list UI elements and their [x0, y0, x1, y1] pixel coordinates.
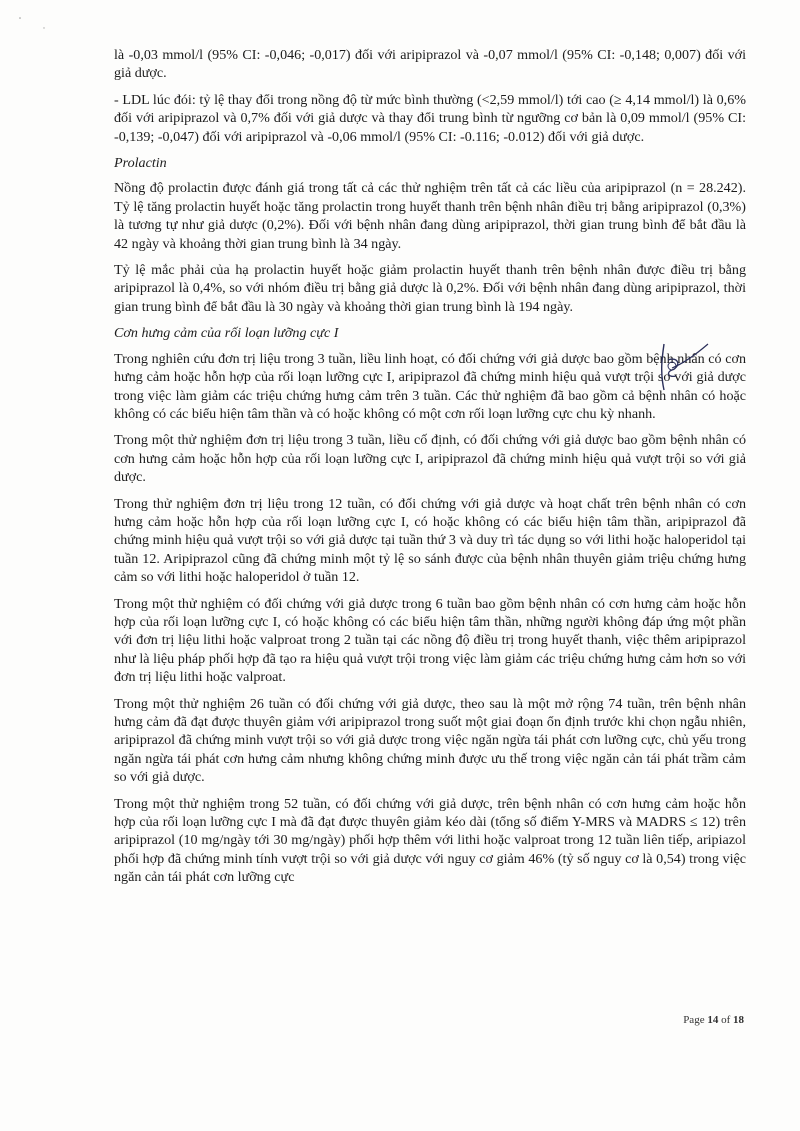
footer-of-label: of [721, 1014, 731, 1026]
footer-page-label: Page [683, 1014, 705, 1026]
body-paragraph: Tỷ lệ mắc phải của hạ prolactin huyết hoặc giảm prolactin huyết thanh trên bệnh nhân được điều trị bằng aripiprazol là 0,4%, so với nhóm điều trị bằng giả dược là 0,2%. Đối với bệnh nhân đang dùng aripiprazol, thời gian trung bình để bắt đầu là 30 ngày và khoảng thời gian trung bình là 194 ngày. [114, 262, 746, 315]
body-paragraph: - LDL lúc đói: tỷ lệ thay đổi trong nồng độ từ mức bình thường (<2,59 mmol/l) tới cao (≥ 4,14 mmol/l) là 0,6% đối với aripiprazol và 0,7% đối với giả dược và thay đổi trung bình từ ngưỡng cơ bản là 0,09 mmol/l (95% CI: -0,139; -0,047) đối với aripiprazol và -0,06 mmol/l (95% CI: -0.116; -0.012) đối với giả dược. [114, 91, 746, 145]
body-paragraph: Trong thử nghiệm đơn trị liệu trong 12 tuần, có đối chứng với giả dược và hoạt chất trên bệnh nhân có cơn hưng cảm hoặc hỗn hợp của rối loạn lưỡng cực I, có hoặc không có các biểu hiện tâm thần, aripiprazol đã chứng minh hiệu quả vượt trội so với giả dược tại tuần thứ 3 và duy trì tác dụng so với lithi hoặc haloperidol tại tuần 12. Aripiprazol cũng đã chứng minh một tỷ lệ so sánh được của bệnh nhân thuyên giảm triệu chứng hưng cảm so với lithi hoặc haloperidol ở tuần 12. [114, 495, 746, 586]
body-paragraph: là -0,03 mmol/l (95% CI: -0,046; -0,017) đối với aripiprazol và -0,07 mmol/l (95% CI: -0,148; 0,007) đối với giả dược. [114, 47, 746, 82]
body-paragraph: Trong một thử nghiệm đơn trị liệu trong 3 tuần, liều cố định, có đối chứng với giả dược bao gồm bệnh nhân có cơn hưng cảm hoặc hỗn hợp của rối loạn lưỡng cực I, aripiprazol đã chứng minh hiệu quả vượt trội so với giả dược. [114, 432, 746, 486]
page-footer [683, 1014, 744, 1026]
body-paragraph: Trong một thử nghiệm có đối chứng với giả dược trong 6 tuần bao gồm bệnh nhân có cơn hưng cảm hoặc hỗn hợp của rối loạn lưỡng cực I, có hoặc không có các biểu hiện tâm thần, những người không đáp ứng một phần với đơn trị liệu lithi hoặc valproat trong 2 tuần tại các nồng độ điều trị trong huyết thanh, việc thêm aripiprazol như là liệu pháp phối hợp đã tạo ra hiệu quả vượt trội trong việc làm giảm các triệu chứng hưng cảm hơn so với đơn trị liệu lithi hoặc valproat. [114, 595, 746, 686]
body-paragraph: Trong một thử nghiệm 26 tuần có đối chứng với giả dược, theo sau là một mở rộng 74 tuần, trên bệnh nhân hưng cảm đã đạt được thuyên giảm với aripiprazol trong suốt một giai đoạn ổn định trước khi chọn ngẫu nhiên, aripiprazol đã chứng minh vượt trội so với giả dược trong việc ngăn ngừa tái phát cơn lưỡng cực, chủ yếu trong ngăn ngừa tái phát cơn hưng cảm nhưng không chứng minh được ưu thế trong việc ngăn cản tái phát trầm cảm so với giả dược. [114, 695, 746, 786]
handwritten-initials-signature [642, 338, 712, 398]
section-heading: Cơn hưng cảm của rối loạn lưỡng cực I [114, 325, 339, 342]
scan-speck-marks [14, 14, 54, 34]
body-paragraph: Trong nghiên cứu đơn trị liệu trong 3 tuần, liều linh hoạt, có đối chứng với giả dược bao gồm bệnh nhân có cơn hưng cảm hoặc hỗn hợp của rối loạn lưỡng cực I, aripiprazol đã chứng minh hiệu quả vượt trội so với giả dược trong việc làm giảm các triệu chứng hưng cảm trên 3 tuần. Các thử nghiệm đã bao gồm cả bệnh nhân có hoặc không có các biểu hiện tâm thần và có hoặc không có một cơn rối loạn lưỡng cực chu kỳ nhanh. [114, 350, 746, 422]
footer-page-number: 14 [707, 1014, 719, 1026]
footer-page-total: 18 [733, 1014, 744, 1026]
body-paragraph: Nồng độ prolactin được đánh giá trong tất cả các thử nghiệm trên tất cả các liều của aripiprazol (n = 28.242). Tỷ lệ tăng prolactin huyết hoặc tăng prolactin trong huyết thanh trên bệnh nhân điều trị bằng aripiprazol (0,3%) là tương tự như giả dược (0,2%). Đối với bệnh nhân đang dùng aripiprazol, thời gian trung bình để bắt đầu là 42 ngày và khoảng thời gian trung bình là 34 ngày. [114, 180, 746, 252]
document-body [114, 46, 746, 895]
body-paragraph: Trong một thử nghiệm trong 52 tuần, có đối chứng với giả dược, trên bệnh nhân có cơn hưng cảm hoặc hỗn hợp của rối loạn lưỡng cực I mà đã đạt được thuyên giảm kéo dài (tổng số điểm Y-MRS và MADRS ≤ 12) trên aripiprazol (10 mg/ngày tới 30 mg/ngày) phối hợp thêm với lithi hoặc valproat trong 12 tuần liên tiếp, aripiazol phối hợp đã chứng minh tính vượt trội so với giả dược với nguy cơ giảm 46% (tỷ số nguy cơ là 0,54) trong việc ngăn cản tái phát cơn lưỡng cực [114, 795, 746, 886]
section-heading: Prolactin [114, 155, 167, 172]
